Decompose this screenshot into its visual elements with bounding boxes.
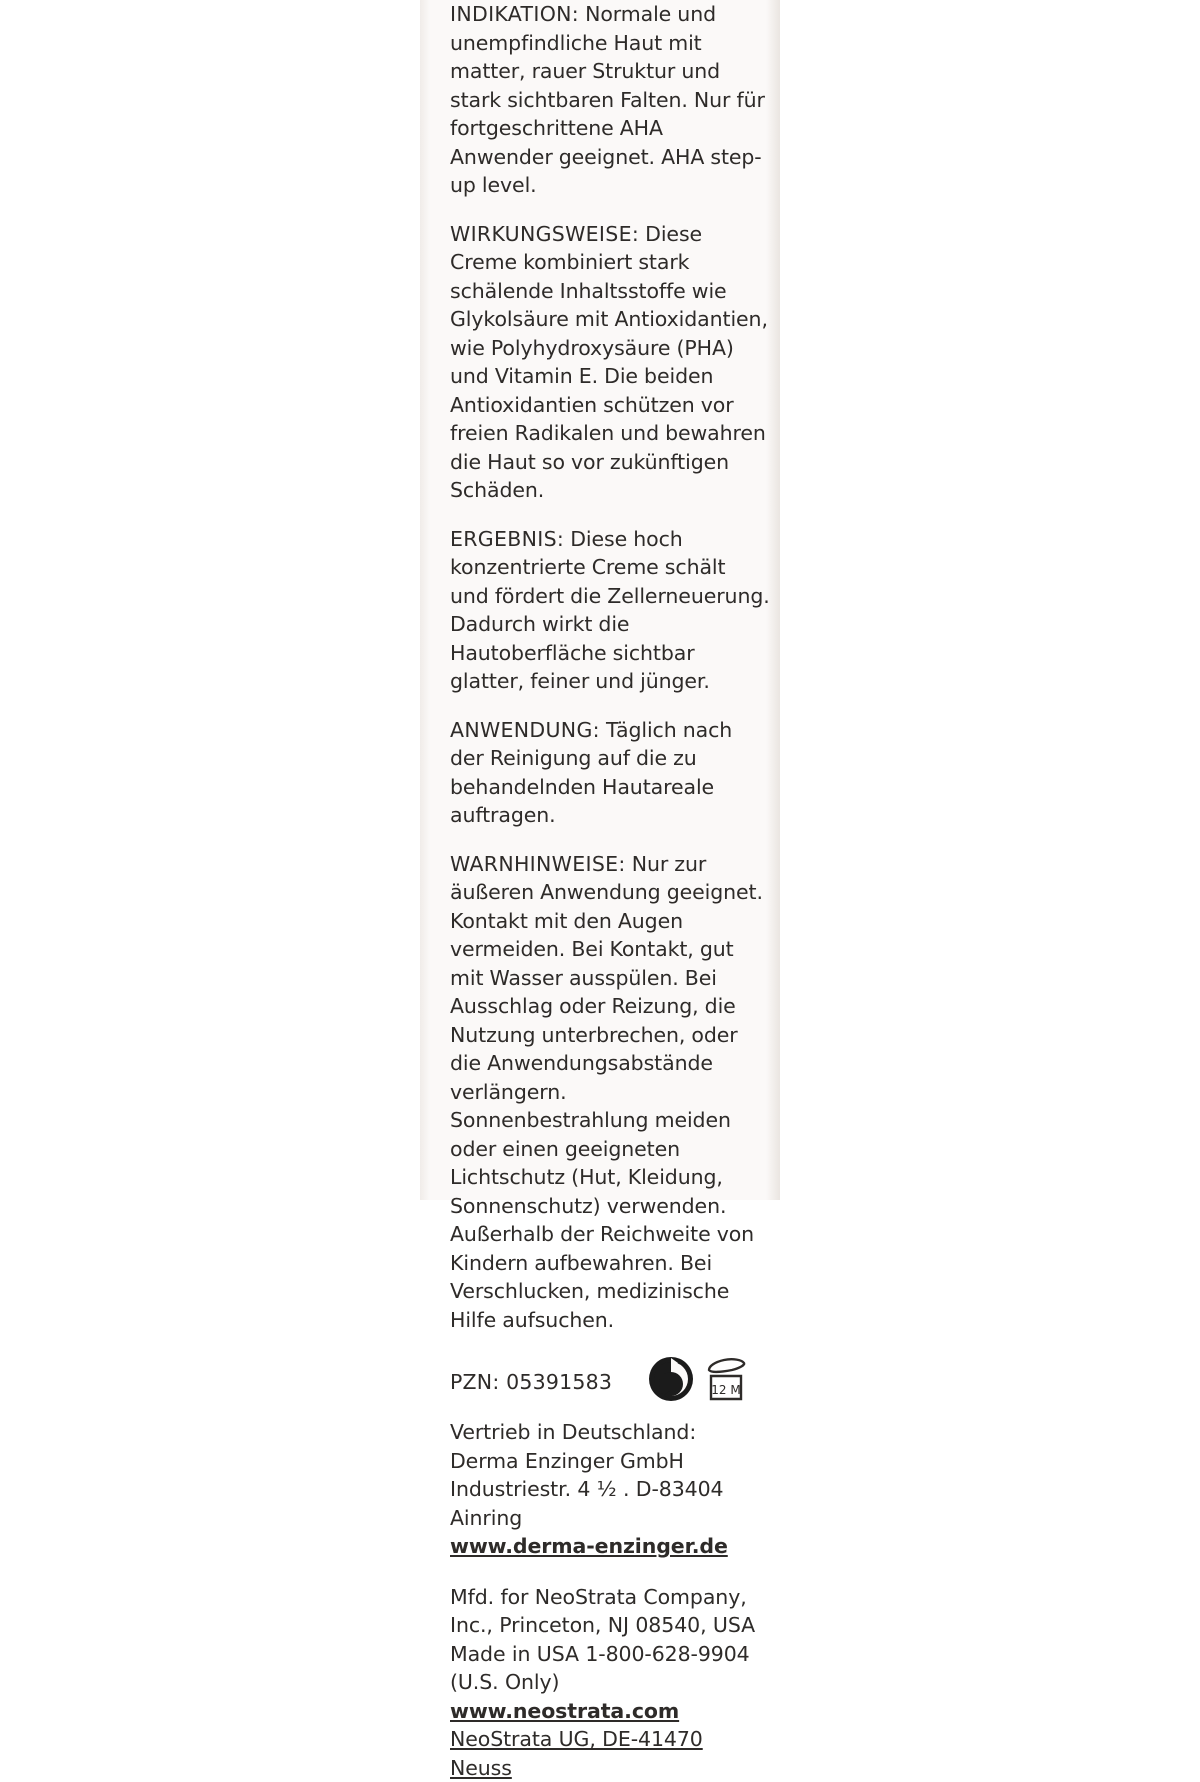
pao-value-text: 12 M — [711, 1383, 740, 1397]
manufacturer-line-3: Made in USA 1-800-628-9904 (U.S. Only) — [450, 1640, 770, 1697]
section-warnhinweise-lead: WARNHINWEISE: — [450, 852, 626, 876]
manufacturer-block — [450, 1583, 770, 1782]
manufacturer-website-link[interactable]: www.neostrata.com — [450, 1697, 770, 1726]
section-anwendung-lead: ANWENDUNG: — [450, 718, 600, 742]
distributor-website-link[interactable]: www.derma-enzinger.de — [450, 1532, 770, 1561]
section-warnhinweise-body: Nur zur äußeren Anwendung geeignet. Kontakt mit den Augen vermeiden. Bei Kontakt, gut mit Wasser ausspülen. Bei Ausschlag oder Reizung, die Nutzung unterbrechen, oder die Anwendungsabstände verlängern. Sonnenbestrahlung meiden oder einen geeigneten Lichtschutz (Hut, Kleidung, Sonnenschutz) verwenden. Außerhalb der Reichweite von Kindern aufbewahren. Bei Verschlucken, medizinische Hilfe aufsuchen. — [450, 852, 763, 1332]
section-wirkungsweise — [450, 220, 770, 505]
distributor-line-1: Vertrieb in Deutschland: — [450, 1418, 770, 1447]
section-wirkungsweise-lead: WIRKUNGSWEISE: — [450, 222, 639, 246]
section-ergebnis — [450, 525, 770, 696]
period-after-opening-icon — [702, 1356, 750, 1402]
distributor-line-3: Industriestr. 4 ½ . D-83404 Ainring — [450, 1475, 770, 1532]
panel-left-edge-shade — [420, 0, 430, 1200]
manufacturer-line-4: NeoStrata UG, DE-41470 Neuss — [450, 1725, 770, 1782]
section-warnhinweise — [450, 850, 770, 1335]
section-anwendung — [450, 716, 770, 830]
section-ergebnis-lead: ERGEBNIS: — [450, 527, 564, 551]
distributor-line-2: Derma Enzinger GmbH — [450, 1447, 770, 1476]
section-indikation-lead: INDIKATION: — [450, 2, 579, 26]
pzn-label: PZN: 05391583 — [450, 1368, 612, 1396]
distributor-block — [450, 1418, 770, 1561]
section-ergebnis-body: Diese hoch konzentrierte Creme schält und fördert die Zellerneuerung. Dadurch wirkt die Hautoberfläche sichtbar glatter, feiner und jünger. — [450, 527, 770, 694]
section-anwendung-body: Täglich nach der Reinigung auf die zu behandelnden Hautareale auftragen. — [450, 718, 732, 828]
section-indikation-body: Normale und unempfindliche Haut mit matter, rauer Struktur und stark sichtbaren Falten. Nur für fortgeschrittene AHA Anwender geeignet. AHA step-up level. — [450, 2, 765, 197]
manufacturer-line-2: Inc., Princeton, NJ 08540, USA — [450, 1611, 770, 1640]
green-dot-recycle-icon — [648, 1356, 694, 1402]
pzn-row — [450, 1354, 770, 1414]
manufacturer-line-1: Mfd. for NeoStrata Company, — [450, 1583, 770, 1612]
section-wirkungsweise-body: Diese Creme kombiniert stark schälende Inhaltsstoffe wie Glykolsäure mit Antioxidantien, wie Polyhydroxysäure (PHA) und Vitamin E. Die beiden Antioxidantien schützen vor freien Radikalen und bewahren die Haut so vor zukünftigen Schäden. — [450, 222, 768, 503]
section-indikation — [450, 0, 770, 200]
panel-text-column — [450, 0, 770, 1782]
